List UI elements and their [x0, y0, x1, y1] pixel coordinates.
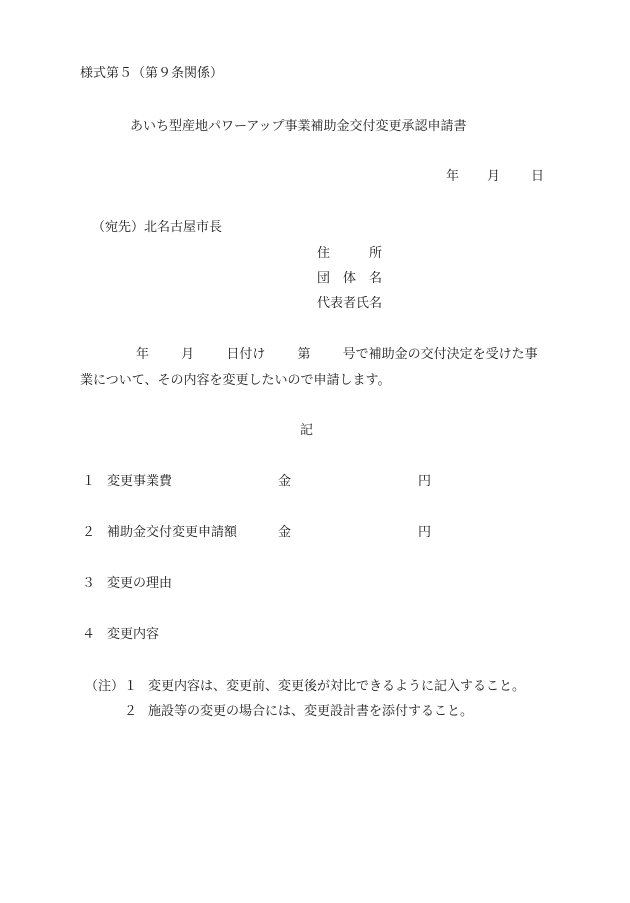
item-4-number: ４: [82, 627, 96, 642]
form-number: 様式第５（第９条関係）: [80, 66, 224, 81]
item-1-label: 変更事業費: [107, 474, 173, 489]
item-1-yen: 円: [418, 474, 432, 489]
note-2-text: 施設等の変更の場合には、変更設計書を添付すること。: [148, 704, 474, 719]
date-year-label: 年: [446, 169, 460, 184]
applicant-address-label: 住 所: [317, 246, 383, 261]
applicant-organization-label: 団 体 名: [317, 271, 383, 286]
note-2-number: ２: [124, 704, 138, 719]
body-date-suffix: 日付け: [226, 347, 266, 362]
note-prefix: （注）: [85, 679, 125, 694]
item-1-number: １: [82, 474, 96, 489]
item-3-label: 変更の理由: [107, 576, 173, 591]
body-month: 月: [181, 347, 195, 362]
applicant-representative-label: 代表者氏名: [317, 296, 383, 311]
body-line-1: [80, 347, 538, 363]
document-title: あいち型産地パワーアップ事業補助金交付変更承認申請書: [130, 119, 467, 134]
addressee: （宛先）北名古屋市長: [92, 220, 223, 235]
section-heading: 記: [300, 423, 314, 438]
body-line-2: 業について、その内容を変更したいので申請します。: [80, 373, 391, 388]
item-1-gold: 金: [278, 474, 292, 489]
item-2-number: ２: [82, 525, 96, 540]
body-number-prefix: 第: [297, 347, 311, 362]
note-1-number: １: [124, 679, 138, 694]
item-4-label: 変更内容: [107, 627, 160, 642]
body-line-1-rest: 号で補助金の交付決定を受けた事: [342, 347, 538, 362]
date-month-label: 月: [487, 169, 501, 184]
item-3-number: ３: [82, 576, 96, 591]
item-2-label: 補助金交付変更申請額: [107, 525, 238, 540]
item-2-gold: 金: [278, 525, 292, 540]
note-1-text: 変更内容は、変更前、変更後が対比できるように記入すること。: [148, 679, 526, 694]
item-2-yen: 円: [418, 525, 432, 540]
date-day-label: 日: [531, 169, 545, 184]
body-year: 年: [136, 347, 150, 362]
